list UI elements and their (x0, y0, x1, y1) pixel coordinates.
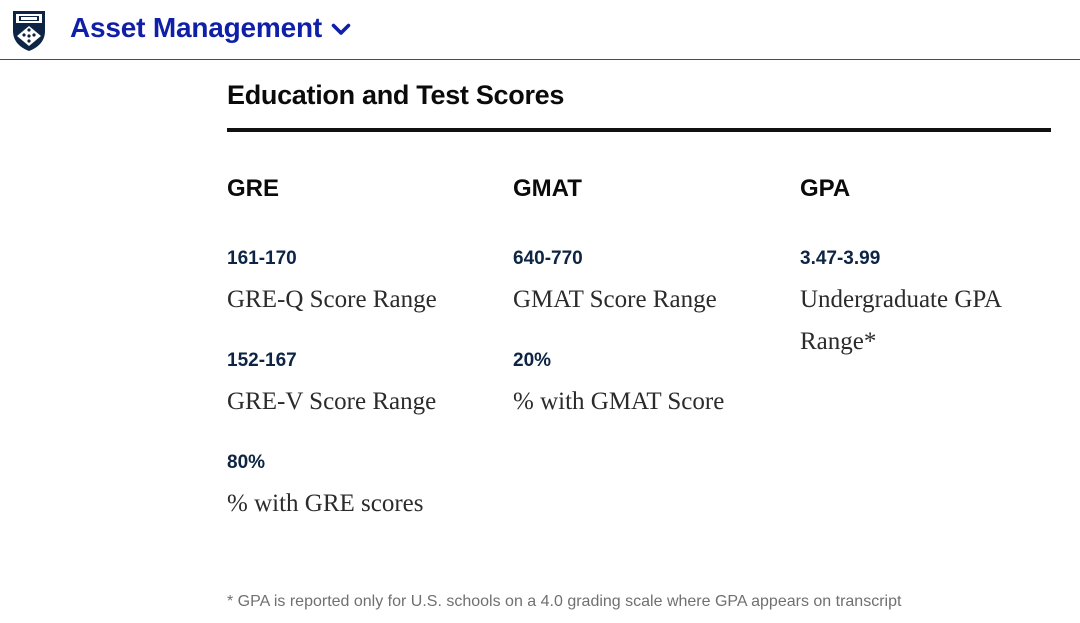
stat-list (513, 248, 783, 423)
stat-value: 3.47-3.99 (800, 248, 881, 269)
gre-column (227, 174, 497, 554)
stat-item (513, 350, 783, 423)
stat-item (227, 350, 497, 423)
stat-item (800, 248, 1040, 363)
site-title[interactable]: Asset Management (70, 12, 322, 43)
stat-value: 20% (513, 350, 552, 371)
gpa-column (800, 174, 1040, 392)
gpa-footnote: * GPA is reported only for U.S. schools on a 4.0 grading scale where GPA appears on transcript (227, 593, 902, 610)
shield-crest-icon[interactable] (11, 9, 47, 53)
stat-item (227, 452, 497, 525)
stat-item (227, 248, 497, 321)
site-title-menu[interactable] (70, 12, 351, 44)
column-heading: GMAT (513, 175, 582, 202)
stat-item (513, 248, 783, 321)
stat-value: 80% (227, 452, 266, 473)
stat-list (227, 248, 497, 525)
stat-value: 640-770 (513, 248, 583, 269)
stat-label: GRE-Q Score Range (227, 286, 437, 313)
column-heading: GRE (227, 175, 280, 202)
column-heading: GPA (800, 175, 851, 202)
stat-value: 161-170 (227, 248, 297, 269)
gmat-column (513, 174, 783, 452)
stat-label: GRE-V Score Range (227, 388, 437, 415)
stat-label: Undergraduate GPA Range* (800, 286, 1001, 355)
stat-label: % with GRE scores (227, 490, 424, 517)
site-header (0, 0, 1080, 60)
section-title: Education and Test Scores (227, 80, 565, 110)
section-divider (227, 128, 1051, 132)
stat-label: % with GMAT Score (513, 388, 725, 415)
chevron-down-icon[interactable] (331, 23, 351, 37)
stat-label: GMAT Score Range (513, 286, 717, 313)
stat-value: 152-167 (227, 350, 297, 371)
stat-list (800, 248, 1040, 363)
